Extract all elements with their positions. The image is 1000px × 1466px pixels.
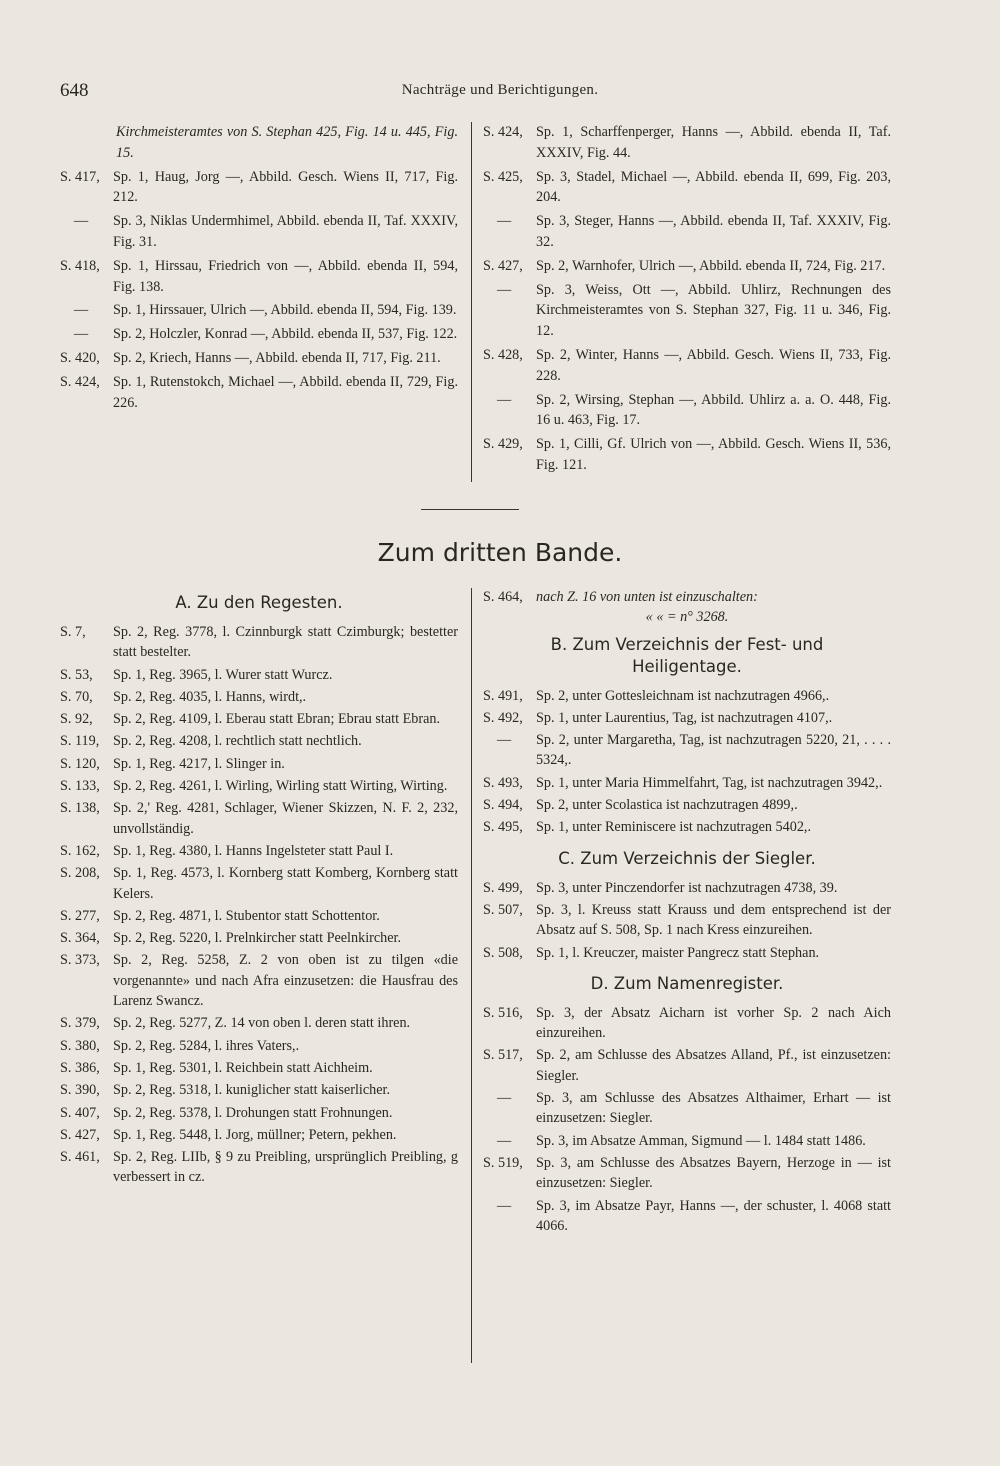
section-b-heading: B. Zum Verzeichnis der Fest- und Heiligentage. [550, 634, 824, 676]
list-item: S. 420, Sp. 2, Kriech, Hanns —, Abbild. ebenda II, 717, Fig. 211. [60, 349, 441, 366]
list-item: — Sp. 2, unter Margaretha, Tag, ist nachzutragen 5220, 21, . . . . 5324,. [497, 732, 891, 769]
list-item: S. 277, Sp. 2, Reg. 4871, l. Stubentor statt Schottentor. [60, 907, 380, 924]
list-item: S. 491, Sp. 2, unter Gottesleichnam ist nachzutragen 4966,. [483, 687, 830, 704]
list-item: S. 507, Sp. 3, l. Kreuss statt Krauss und dem entsprechend ist der Absatz auf S. 508, Sp. 1 nach Kress einzureihen. [483, 901, 891, 939]
list-item: — Sp. 3, Steger, Hanns —, Abbild. ebenda II, Taf. XXXIV, Fig. 32. [497, 213, 891, 250]
running-head: Nachträge und Berichtigungen. [401, 82, 599, 98]
list-item: S. 424, Sp. 1, Scharffenperger, Hanns —, Abbild. ebenda II, Taf. XXXIV, Fig. 44. [483, 124, 891, 161]
list-item: S. 464, nach Z. 16 von unten ist einzuschalten: [483, 589, 758, 605]
list-item: — Sp. 3, am Schlusse des Absatzes Althaimer, Erhart — ist einzusetzen: Siegler. [497, 1090, 891, 1127]
list-item: — Sp. 2, Holczler, Konrad —, Abbild. ebenda II, 537, Fig. 122. [74, 326, 458, 343]
list-item: S. 386, Sp. 1, Reg. 5301, l. Reichbein statt Aichheim. [60, 1059, 373, 1076]
lower-right-column [483, 587, 891, 1236]
section-b-list [483, 686, 891, 838]
list-item: — Sp. 3, Weiss, Ott —, Abbild. Uhlirz, Rechnungen des Kirchmeisteramtes von S. Stephan 327, Fig. 11 u. 346, Fig. 12. [497, 281, 891, 340]
list-item: S. 429, Sp. 1, Cilli, Gf. Ulrich von —, Abbild. Gesch. Wiens II, 536, Fig. 121. [483, 436, 891, 473]
lower-left-column [60, 590, 458, 1188]
section-c-list [483, 878, 891, 963]
top-left-column [60, 122, 458, 413]
list-item: S. 492, Sp. 1, unter Laurentius, Tag, ist nachzutragen 4107,. [483, 709, 833, 726]
list-item: — Sp. 3, Niklas Undermhimel, Abbild. ebenda II, Taf. XXXIV, Fig. 31. [74, 213, 458, 250]
list-item: S. 517, Sp. 2, am Schlusse des Absatzes Alland, Pf., ist einzusetzen: Siegler. [483, 1047, 891, 1084]
list-item: S. 133, Sp. 2, Reg. 4261, l. Wirling, Wirling statt Wirting, Wirting. [60, 778, 448, 795]
list-item: S. 390, Sp. 2, Reg. 5318, l. kuniglicher statt kaiserlicher. [60, 1082, 391, 1099]
list-item: S. 373, Sp. 2, Reg. 5258, Z. 2 von oben ist zu tilgen «die vorgenannte» und nach Afra einzusetzen: die Hausfrau des Larenz Swancz. [60, 952, 458, 1010]
list-item: — Sp. 2, Wirsing, Stephan —, Abbild. Uhlirz a. a. O. 448, Fig. 16 u. 463, Fig. 17. [497, 391, 891, 429]
list-item: S. 162, Sp. 1, Reg. 4380, l. Hanns Ingelsteter statt Paul I. [60, 842, 394, 859]
list-item: S. 424, Sp. 1, Rutenstokch, Michael —, Abbild. ebenda II, 729, Fig. 226. [60, 373, 458, 411]
list-item: — Sp. 3, im Absatze Payr, Hanns —, der schuster, l. 4068 statt 4066. [497, 1197, 891, 1234]
list-item: S. 425, Sp. 3, Stadel, Michael —, Abbild. ebenda II, 699, Fig. 203, 204. [483, 168, 891, 206]
list-item: S. 417, Sp. 1, Haug, Jorg —, Abbild. Gesch. Wiens II, 717, Fig. 212. [60, 168, 458, 206]
band-title: Zum dritten Bande. [377, 538, 623, 567]
list-item: S. 407, Sp. 2, Reg. 5378, l. Drohungen statt Frohnungen. [60, 1104, 393, 1121]
column-divider-top [471, 122, 472, 482]
list-item: S. 364, Sp. 2, Reg. 5220, l. Prelnkircher statt Peelnkircher. [60, 930, 402, 947]
section-separator [421, 509, 519, 510]
list-item: S. 53, Sp. 1, Reg. 3965, l. Wurer statt Wurcz. [60, 666, 333, 683]
list-item: S. 138, Sp. 2,' Reg. 4281, Schlager, Wiener Skizzen, N. F. 2, 232, unvollständig. [60, 800, 458, 837]
list-item: S. 519, Sp. 3, am Schlusse des Absatzes Bayern, Herzoge in — ist einzusetzen: Siegler. [483, 1154, 891, 1192]
list-item: S. 379, Sp. 2, Reg. 5277, Z. 14 von oben l. deren statt ihren. [60, 1015, 411, 1032]
section-a-list [60, 622, 458, 1188]
list-item: S. 70, Sp. 2, Reg. 4035, l. Hanns, wirdt,. [60, 688, 307, 705]
list-item: S. 92, Sp. 2, Reg. 4109, l. Eberau statt Ebran; Ebrau statt Ebran. [60, 711, 441, 728]
list-item: S. 120, Sp. 1, Reg. 4217, l. Slinger in. [60, 755, 285, 772]
list-item: Kirchmeisteramtes von S. Stephan 425, Fig. 14 u. 445, Fig. 15. [116, 124, 458, 161]
section-c-heading: C. Zum Verzeichnis der Siegler. [558, 848, 816, 868]
list-item: — Sp. 3, im Absatze Amman, Sigmund — l. 1484 statt 1486. [497, 1132, 866, 1149]
top-right-column [483, 122, 891, 476]
list-item: « « = n° 3268. [645, 609, 729, 626]
section-a-heading: A. Zu den Regesten. [175, 593, 343, 612]
list-item: S. 461, Sp. 2, Reg. LIIb, § 9 zu Preibling, ursprünglich Preibling, g verbessert in cz. [60, 1149, 458, 1186]
list-item: S. 7, Sp. 2, Reg. 3778, l. Czinnburgk statt Czimburgk; bestetter statt bestelter. [60, 624, 458, 661]
list-item: S. 427, Sp. 1, Reg. 5448, l. Jorg, müllner; Petern, pekhen. [60, 1126, 397, 1143]
list-item: — Sp. 1, Hirssauer, Ulrich —, Abbild. ebenda II, 594, Fig. 139. [74, 302, 457, 319]
section-d-list [483, 1003, 891, 1236]
list-item: S. 427, Sp. 2, Warnhofer, Ulrich —, Abbild. ebenda II, 724, Fig. 217. [483, 257, 886, 274]
page-number: 648 [60, 80, 89, 101]
list-item: S. 380, Sp. 2, Reg. 5284, l. ihres Vaters,. [60, 1037, 300, 1054]
list-item: S. 495, Sp. 1, unter Reminiscere ist nachzutragen 5402,. [483, 819, 812, 836]
list-item: S. 508, Sp. 1, l. Kreuczer, maister Pangrecz statt Stephan. [483, 944, 820, 961]
list-item: S. 119, Sp. 2, Reg. 4208, l. rechtlich statt nechtlich. [60, 733, 362, 750]
list-item: S. 418, Sp. 1, Hirssau, Friedrich von —, Abbild. ebenda II, 594, Fig. 138. [60, 257, 458, 295]
list-item: S. 493, Sp. 1, unter Maria Himmelfahrt, Tag, ist nachzutragen 3942,. [483, 774, 883, 791]
list-item: S. 428, Sp. 2, Winter, Hanns —, Abbild. Gesch. Wiens II, 733, Fig. 228. [483, 346, 891, 384]
list-item: S. 516, Sp. 3, der Absatz Aicharn ist vorher Sp. 2 nach Aich einzureihen. [483, 1004, 891, 1042]
list-item: S. 208, Sp. 1, Reg. 4573, l. Kornberg statt Komberg, Kornberg statt Kelers. [60, 865, 458, 902]
list-item: S. 494, Sp. 2, unter Scolastica ist nachzutragen 4899,. [483, 797, 798, 814]
column-divider-bottom [471, 588, 472, 1363]
list-item: S. 499, Sp. 3, unter Pinczendorfer ist nachzutragen 4738, 39. [483, 879, 838, 896]
section-d-heading: D. Zum Namenregister. [590, 973, 784, 993]
